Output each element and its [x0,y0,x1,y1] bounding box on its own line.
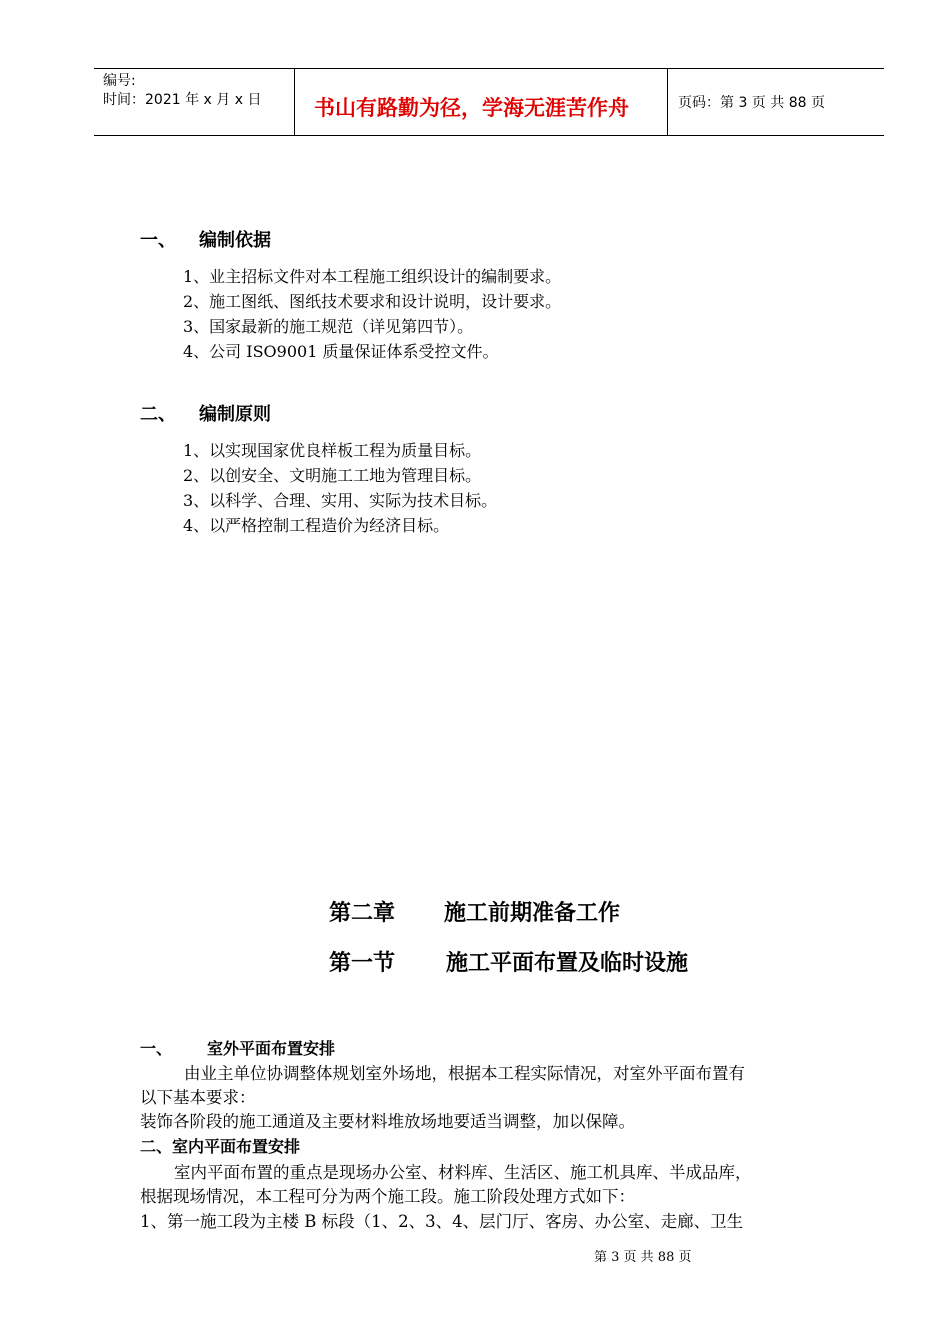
subsection1-para1-line2: 以下基本要求： [140,1088,256,1107]
section-number: 第一节 [329,951,396,976]
subsection1-number: 一、 [140,1039,173,1058]
section1-item-4: 4、公司 ISO9001 质量保证体系受控文件。 [183,342,499,361]
section1-number: 一、 [140,230,176,251]
header-motto: 书山有路勤为径，学海无涯苦作舟 [314,96,629,120]
section2-number: 二、 [140,404,176,425]
header-divider-right [667,69,668,135]
section2-item-4: 4、以严格控制工程造价为经济目标。 [183,516,450,535]
section2-heading [140,400,271,426]
subsection1-para2: 装饰各阶段的施工通道及主要材料堆放场地要适当调整，加以保障。 [140,1112,635,1131]
header-page-label: 页码：第 3 页 共 88 页 [678,95,825,111]
chapter-heading [329,896,621,927]
section2-item-2: 2、以创安全、文明施工工地为管理目标。 [183,466,482,485]
header-time-label: 时间：2021 年 x 月 x 日 [103,92,262,108]
chapter-title: 施工前期准备工作 [444,901,621,926]
section2-item-3: 3、以科学、合理、实用、实际为技术目标。 [183,491,498,510]
section2-item-1: 1、以实现国家优良样板工程为质量目标。 [183,441,482,460]
page-footer: 第 3 页 共 88 页 [594,1250,692,1265]
section1-item-1: 1、业主招标文件对本工程施工组织设计的编制要求。 [183,267,562,286]
section-heading [329,946,689,977]
chapter-number: 第二章 [329,901,396,926]
subsection1-title: 室外平面布置安排 [207,1039,336,1058]
subsection2-para1-line1: 室内平面布置的重点是现场办公室、材料库、生活区、施工机具库、半成品库， [174,1163,752,1182]
section1-heading [140,226,271,252]
section-title: 施工平面布置及临时设施 [446,951,689,976]
subsection2-para1-line2: 根据现场情况，本工程可分为两个施工段。施工阶段处理方式如下： [140,1187,635,1206]
section1-title: 编制依据 [199,230,271,251]
header-bottom-border [94,135,884,136]
header-top-border [94,68,884,69]
header-number-label: 编号: [103,73,136,89]
subsection1-para1-line1: 由业主单位协调整体规划室外场地，根据本工程实际情况，对室外平面布置有 [184,1064,745,1083]
section2-title: 编制原则 [199,404,271,425]
subsection1-heading [140,1036,336,1059]
subsection2-para2: 1、第一施工段为主楼 B 标段（1、2、3、4、层门厅、客房、办公室、走廊、卫生 [140,1212,744,1231]
section1-item-3: 3、国家最新的施工规范（详见第四节）。 [183,317,474,336]
section1-item-2: 2、施工图纸、图纸技术要求和设计说明，设计要求。 [183,292,562,311]
header-divider-left [294,69,295,135]
subsection2-heading: 二、室内平面布置安排 [140,1137,301,1156]
